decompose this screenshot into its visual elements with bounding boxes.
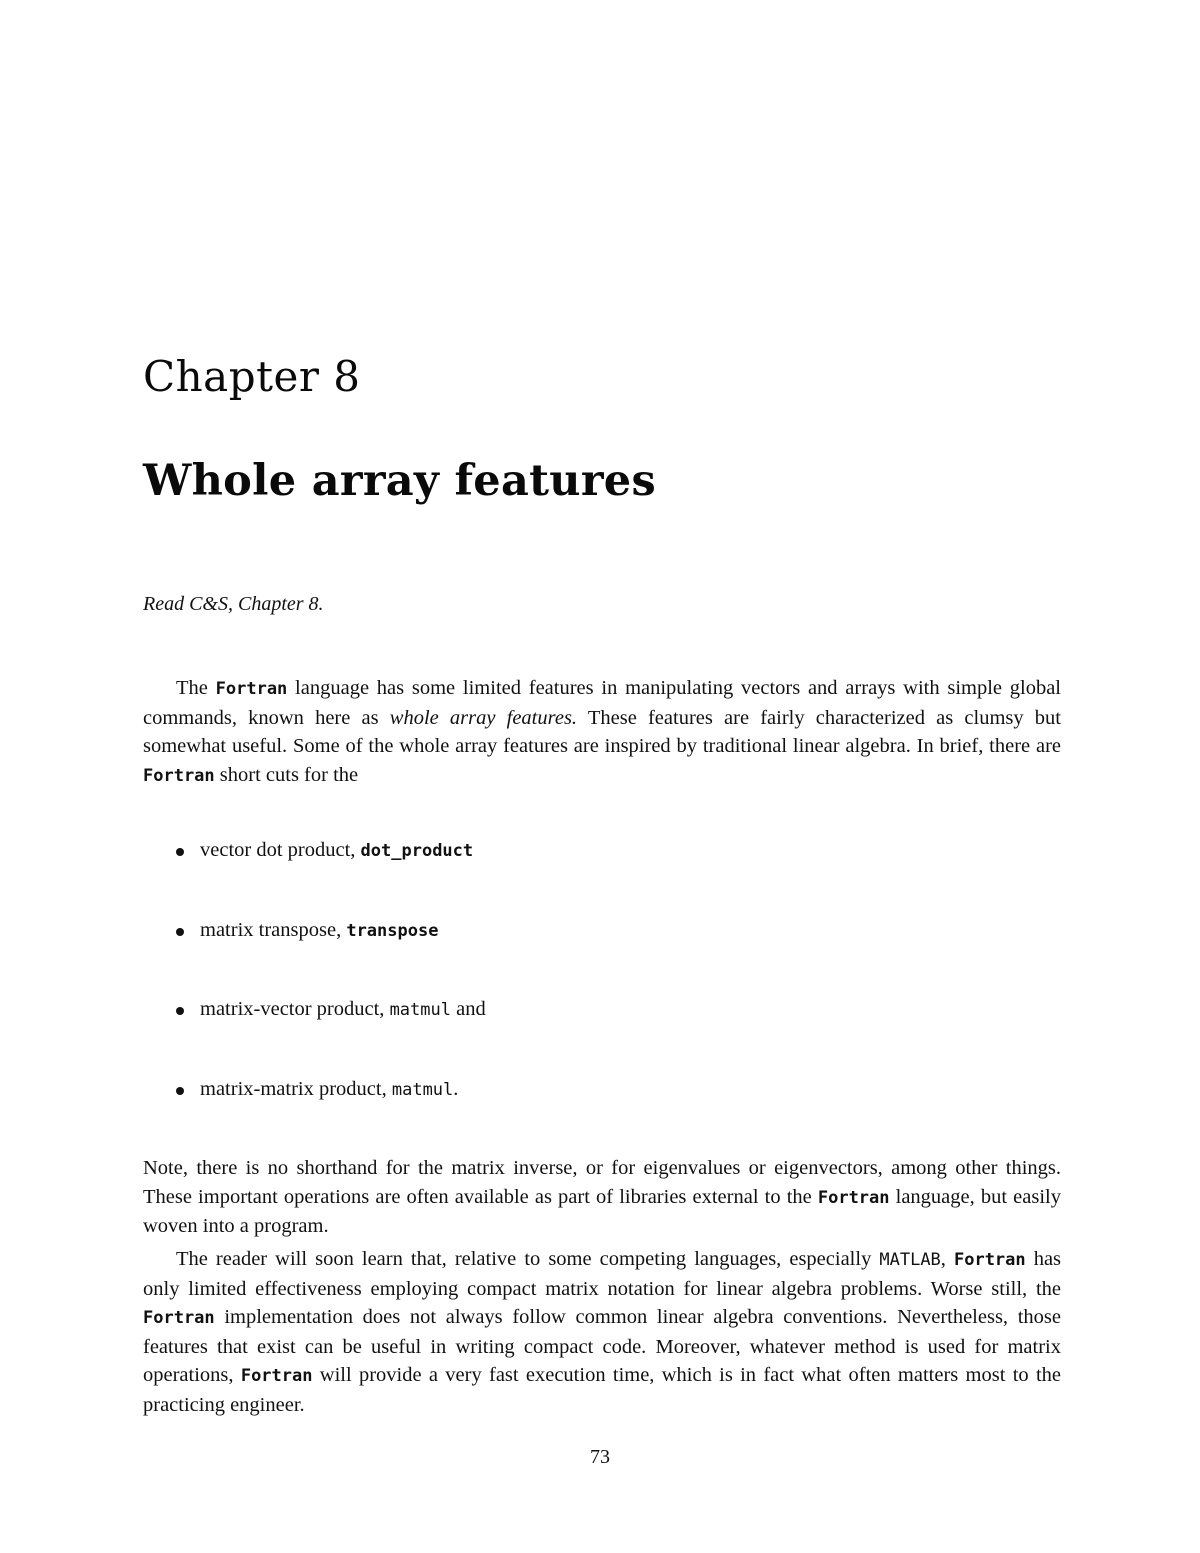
list-item xyxy=(143,1075,1061,1155)
note-paragraph xyxy=(143,1154,1061,1241)
bullet-icon xyxy=(176,848,184,856)
fortran-keyword: Fortran xyxy=(817,1187,890,1208)
document-page xyxy=(143,0,1061,1553)
closing-text-3: has only limited effectiveness employing compact matrix notation for linear algebra problems. Worse still, the xyxy=(143,1248,1062,1300)
code-matmul: matmul xyxy=(389,1000,451,1020)
list-item-suffix: . xyxy=(453,1077,459,1100)
chapter-title: Whole array features xyxy=(143,456,656,506)
list-item-label: matrix-vector product, xyxy=(200,998,390,1020)
list-item-label: vector dot product, xyxy=(200,839,361,861)
list-item-label: matrix transpose, xyxy=(200,918,347,941)
feature-list xyxy=(143,836,1061,1154)
fortran-keyword: Fortran xyxy=(143,765,215,786)
closing-text-2: , xyxy=(940,1248,954,1270)
reading-note: Read C&S, Chapter 8. xyxy=(143,593,324,615)
list-item xyxy=(143,836,1061,916)
code-dot-product: dot_product xyxy=(360,841,474,861)
fortran-keyword: Fortran xyxy=(215,679,288,699)
matlab-keyword: MATLAB xyxy=(879,1250,941,1270)
intro-paragraph xyxy=(143,674,1061,790)
fortran-keyword: Fortran xyxy=(143,1308,215,1328)
code-transpose: transpose xyxy=(346,920,439,941)
intro-text-1: The xyxy=(176,677,216,699)
bullet-icon xyxy=(176,1087,184,1095)
closing-text-1: The reader will soon learn that, relative to some competing languages, especially xyxy=(176,1248,880,1270)
list-item-text xyxy=(200,916,438,945)
intro-text-4: short cuts for the xyxy=(214,763,359,786)
intro-text-3: These features are fairly characterized as clumsy but somewhat useful. Some of the whole array features are inspired by traditional linear algebra. In brief, there are xyxy=(143,706,1061,757)
closing-text-5: will provide a very fast execution time, which is in fact what often matters most to the practicing engineer. xyxy=(143,1364,1061,1416)
list-item-suffix: and xyxy=(450,998,486,1020)
list-item-label: matrix-matrix product, xyxy=(200,1077,392,1100)
bullet-icon xyxy=(176,928,184,936)
list-item-text xyxy=(200,836,473,865)
fortran-keyword: Fortran xyxy=(240,1366,313,1386)
list-item-text xyxy=(200,1075,458,1104)
list-item xyxy=(143,916,1061,996)
note-text-1: Note, there is no shorthand for the matrix inverse, or for eigenvalues or eigenvectors, among other things. These important operations are often available as part of libraries external to the xyxy=(143,1157,1061,1208)
emphasis-whole-array-features: whole array features. xyxy=(389,706,578,729)
bullet-icon xyxy=(176,1007,184,1015)
list-item-text xyxy=(200,995,486,1024)
note-text-2: language, but easily woven into a program. xyxy=(143,1185,1061,1237)
closing-text-4: implementation does not always follow common linear algebra conventions. Nevertheless, those features that exist can be useful in writing compact code. Moreover, whatever method is used for matrix operations, xyxy=(143,1306,1061,1386)
fortran-keyword: Fortran xyxy=(953,1250,1026,1270)
list-item xyxy=(143,995,1061,1075)
page-number: 73 xyxy=(590,1446,610,1468)
chapter-label: Chapter 8 xyxy=(143,352,361,401)
closing-paragraph xyxy=(143,1245,1061,1419)
intro-text-2: language has some limited features in manipulating vectors and arrays with simple global commands, known here as xyxy=(143,677,1062,729)
code-matmul: matmul xyxy=(391,1079,454,1100)
